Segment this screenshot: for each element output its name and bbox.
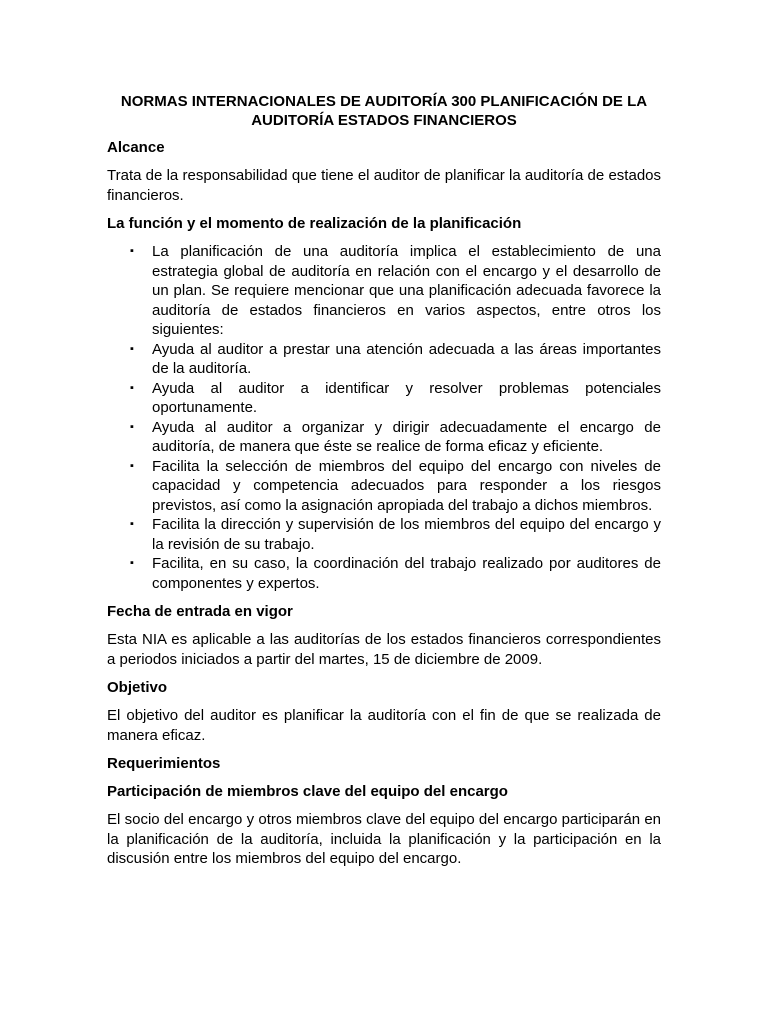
bullet-item-text: Facilita, en su caso, la coordinación del trabajo realizado por auditores de componentes y expertos.	[152, 555, 661, 592]
document-title	[107, 92, 661, 130]
section-heading-alcance: Alcance	[107, 139, 165, 156]
square-bullet-icon: ▪	[130, 245, 134, 257]
section-text-fecha: Esta NIA es aplicable a las auditorías de los estados financieros correspondientes a periodos iniciados a partir del martes, 15 de diciembre de 2009.	[107, 631, 661, 668]
square-bullet-icon: ▪	[130, 342, 134, 355]
bullet-list-funcion	[107, 242, 661, 593]
bullet-item	[107, 515, 661, 554]
bullet-item-text: Ayuda al auditor a identificar y resolver problemas potenciales oportunamente.	[152, 379, 661, 416]
section-heading-requerimientos: Requerimientos	[107, 755, 221, 772]
document-body	[107, 92, 661, 878]
section-heading-objetivo: Objetivo	[107, 679, 168, 696]
bullet-item	[107, 379, 661, 418]
bullet-item	[107, 418, 661, 457]
bullet-item-text: Facilita la dirección y supervisión de los miembros del equipo del encargo y la revisión de su trabajo.	[152, 516, 661, 553]
section-text-participacion: El socio del encargo y otros miembros clave del equipo del encargo participarán en la planificación de la auditoría, incluida la planificación y la participación en la discusión entre los miembros del equipo del encargo.	[107, 811, 661, 867]
bullet-item	[107, 242, 661, 340]
section-heading-funcion: La función y el momento de realización de la planificación	[107, 215, 522, 232]
bullet-item	[107, 340, 661, 379]
section-text-objetivo: El objetivo del auditor es planificar la auditoría con el fin de que se realizada de manera eficaz.	[107, 707, 661, 744]
square-bullet-icon: ▪	[130, 459, 134, 472]
bullet-item-text: Ayuda al auditor a prestar una atención adecuada a las áreas importantes de la auditoría.	[152, 340, 661, 377]
section-text-alcance: Trata de la responsabilidad que tiene el auditor de planificar la auditoría de estados financieros.	[107, 167, 661, 204]
square-bullet-icon: ▪	[130, 420, 134, 433]
bullet-item-text: La planificación de una auditoría implica el establecimiento de una estrategia global de auditoría en relación con el encargo y el desarrollo de un plan. Se requiere mencionar que una planificación adecuada favorece la auditoría de estados financieros en varios aspectos, entre otros los siguientes:	[152, 243, 661, 338]
document-title-line-1: NORMAS INTERNACIONALES DE AUDITORÍA 300 PLANIFICACIÓN DE LA	[120, 93, 648, 110]
bullet-item-text: Ayuda al auditor a organizar y dirigir adecuadamente el encargo de auditoría, de manera que éste se realice de forma eficaz y eficiente.	[152, 418, 661, 455]
bullet-item	[107, 554, 661, 593]
section-heading-fecha: Fecha de entrada en vigor	[107, 603, 293, 620]
document-title-line-2: AUDITORÍA ESTADOS FINANCIEROS	[251, 112, 517, 129]
square-bullet-icon: ▪	[130, 518, 134, 530]
section-heading-participacion: Participación de miembros clave del equipo del encargo	[107, 783, 508, 800]
square-bullet-icon: ▪	[130, 381, 134, 394]
square-bullet-icon: ▪	[130, 557, 134, 569]
bullet-item-text: Facilita la selección de miembros del equipo del encargo con niveles de capacidad y competencia adecuados para responder a los riesgos previstos, así como la asignación apropiada del trabajo a dichos miembros.	[152, 457, 661, 514]
bullet-item	[107, 457, 661, 516]
